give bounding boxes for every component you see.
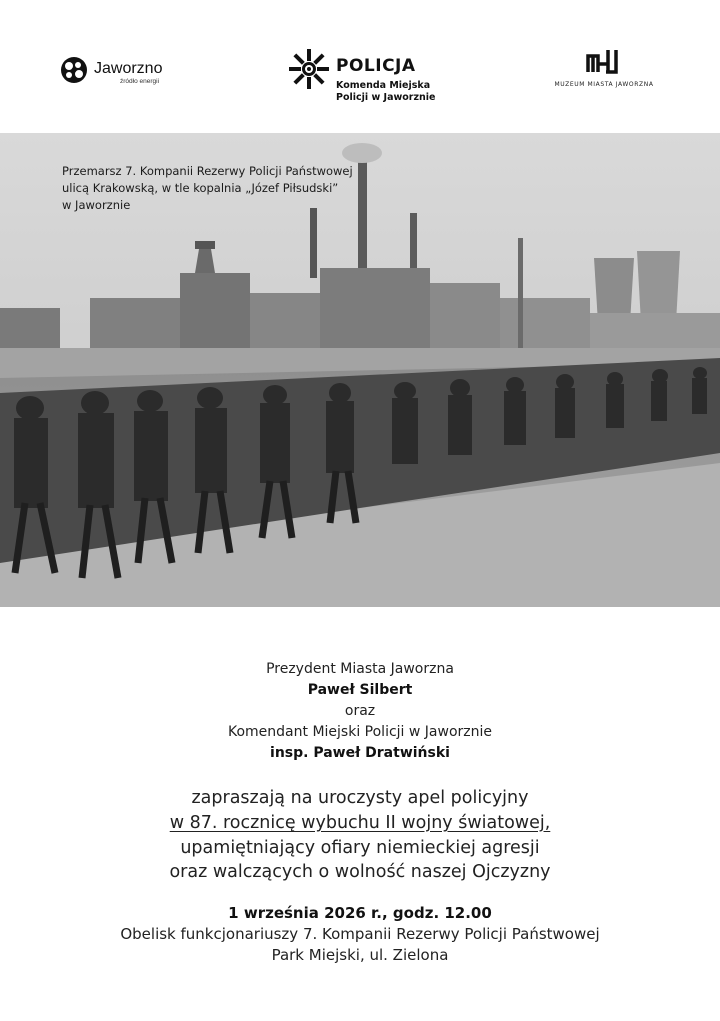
jaworzno-logo-tagline: źródło energii [120, 78, 160, 85]
policja-logo-name: POLICJA [336, 56, 416, 76]
invitation-host1-title: Prezydent Miasta Jaworzna [266, 661, 454, 677]
main-text-line2 [0, 813, 720, 833]
event-place: Obelisk funkcjonariuszy 7. Kompanii Rezerwy Policji Państwowej [120, 925, 600, 943]
photo-caption [62, 163, 382, 214]
invitation-conjunction: oraz [344, 703, 376, 719]
police-star-icon [288, 48, 330, 90]
jaworzno-logo-name: Jaworzno [94, 60, 163, 77]
main-text-line2-underlined: w 87. rocznicę wybuchu II wojny światowej, [169, 813, 551, 833]
invitation-host2-name: insp. Paweł Dratwiński [270, 745, 450, 761]
jaworzno-logo [60, 54, 180, 94]
policja-logo-line1: Komenda Miejska [336, 80, 431, 91]
event-datetime: 1 września 2026 r., godz. 12.00 [228, 904, 492, 922]
invitation-host2-title: Komendant Miejski Policji w Jaworznie [228, 724, 492, 740]
jaworzno-emblem-icon [60, 56, 88, 84]
event-address: Park Miejski, ul. Zielona [271, 946, 449, 964]
policja-logo [288, 48, 448, 108]
policja-logo-subtitle [336, 80, 435, 104]
photo-caption-line2: ulicą Krakowską, w tle kopalnia „Józef Piłsudski” [62, 181, 339, 195]
main-text-line1: zapraszają na uroczysty apel policyjny [191, 788, 529, 808]
photo-caption-line1: Przemarsz 7. Kompanii Rezerwy Policji Państwowej [62, 164, 353, 178]
photo-caption-line3: w Jaworznie [62, 198, 131, 212]
historical-photo [0, 133, 720, 607]
policja-logo-line2: Policji w Jaworznie [336, 92, 436, 103]
muzeum-logo [548, 48, 668, 92]
main-text-line3: upamiętniający ofiary niemieckiej agresji [180, 838, 540, 858]
museum-mark-icon [586, 48, 622, 74]
main-text-line4: oraz walczących o wolność naszej Ojczyzny [169, 862, 551, 882]
invitation-host1-name: Paweł Silbert [307, 682, 413, 698]
muzeum-logo-name: MUZEUM MIASTA JAWORZNA [554, 81, 654, 88]
